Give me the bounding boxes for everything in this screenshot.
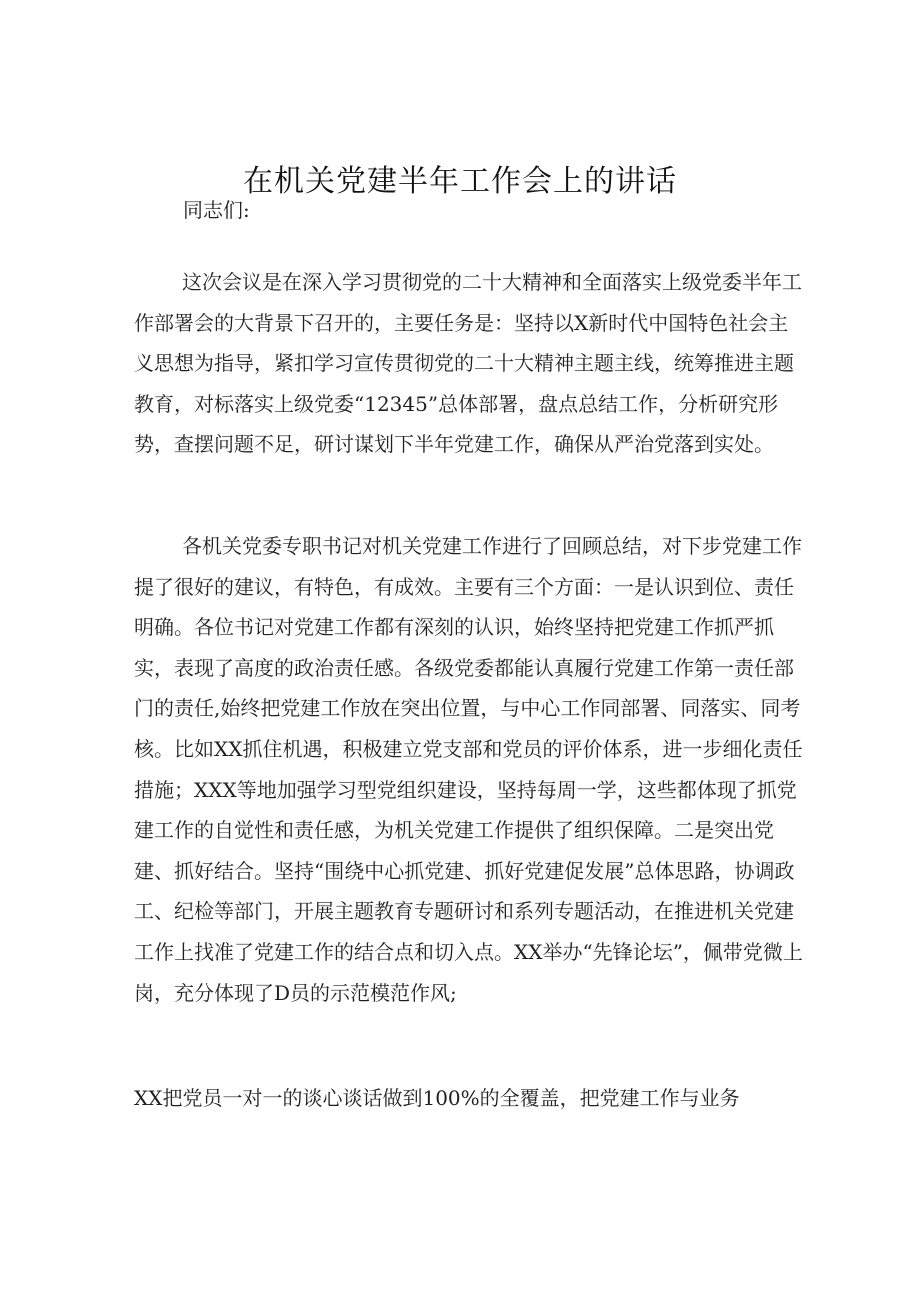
salutation: 同志们: [183,198,250,222]
paragraph-1: 这次会议是在深入学习贯彻党的二十大精神和全面落实上级党委半年工作部署会的大背景下召开的，主要任务是：坚持以X新时代中国特色社会主义思想为指导，紧扣学习宣传贯彻党的二十大精神主题主线，统筹推进主题教育，对标落实上级党委“12345”总体部署，盘点总结工作，分析研究形势，查摆问题不足，研讨谋划下半年党建工作，确保从严治党落到实处。 [134,270,802,457]
paragraph-2: 各机关党委专职书记对机关党建工作进行了回顾总结，对下步党建工作提了很好的建议，有特色，有成效。主要有三个方面：一是认识到位、责任明确。各位书记对党建工作都有深刻的认识，始终坚持把党建工作抓严抓实，表现了高度的政治责任感。各级党委都能认真履行党建工作第一责任部门的责任,始终把党建工作放在突出位置，与中心工作同部署、同落实、同考核。比如XX抓住机遇，积极建立党支部和党员的评价体系，进一步细化责任措施；XXX等地加强学习型党组织建设，坚持每周一学，这些都体现了抓党建工作的自觉性和责任感，为机关党建工作提供了组织保障。二是突出党建、抓好结合。坚持“围绕中心抓党建、抓好党建促发展”总体思路，协调政工、纪检等部门，开展主题教育专题研讨和系列专题活动，在推进机关党建工作上找准了党建工作的结合点和切入点。XX举办“先锋论坛”，佩带党微上岗，充分体现了D员的示范模范作风; [134,534,803,1005]
document-title: 在机关党建半年工作会上的讲话 [243,164,677,199]
paragraph-3: XX把党员一对一的谈心谈话做到100%的全覆盖，把党建工作与业务 [134,1086,740,1110]
